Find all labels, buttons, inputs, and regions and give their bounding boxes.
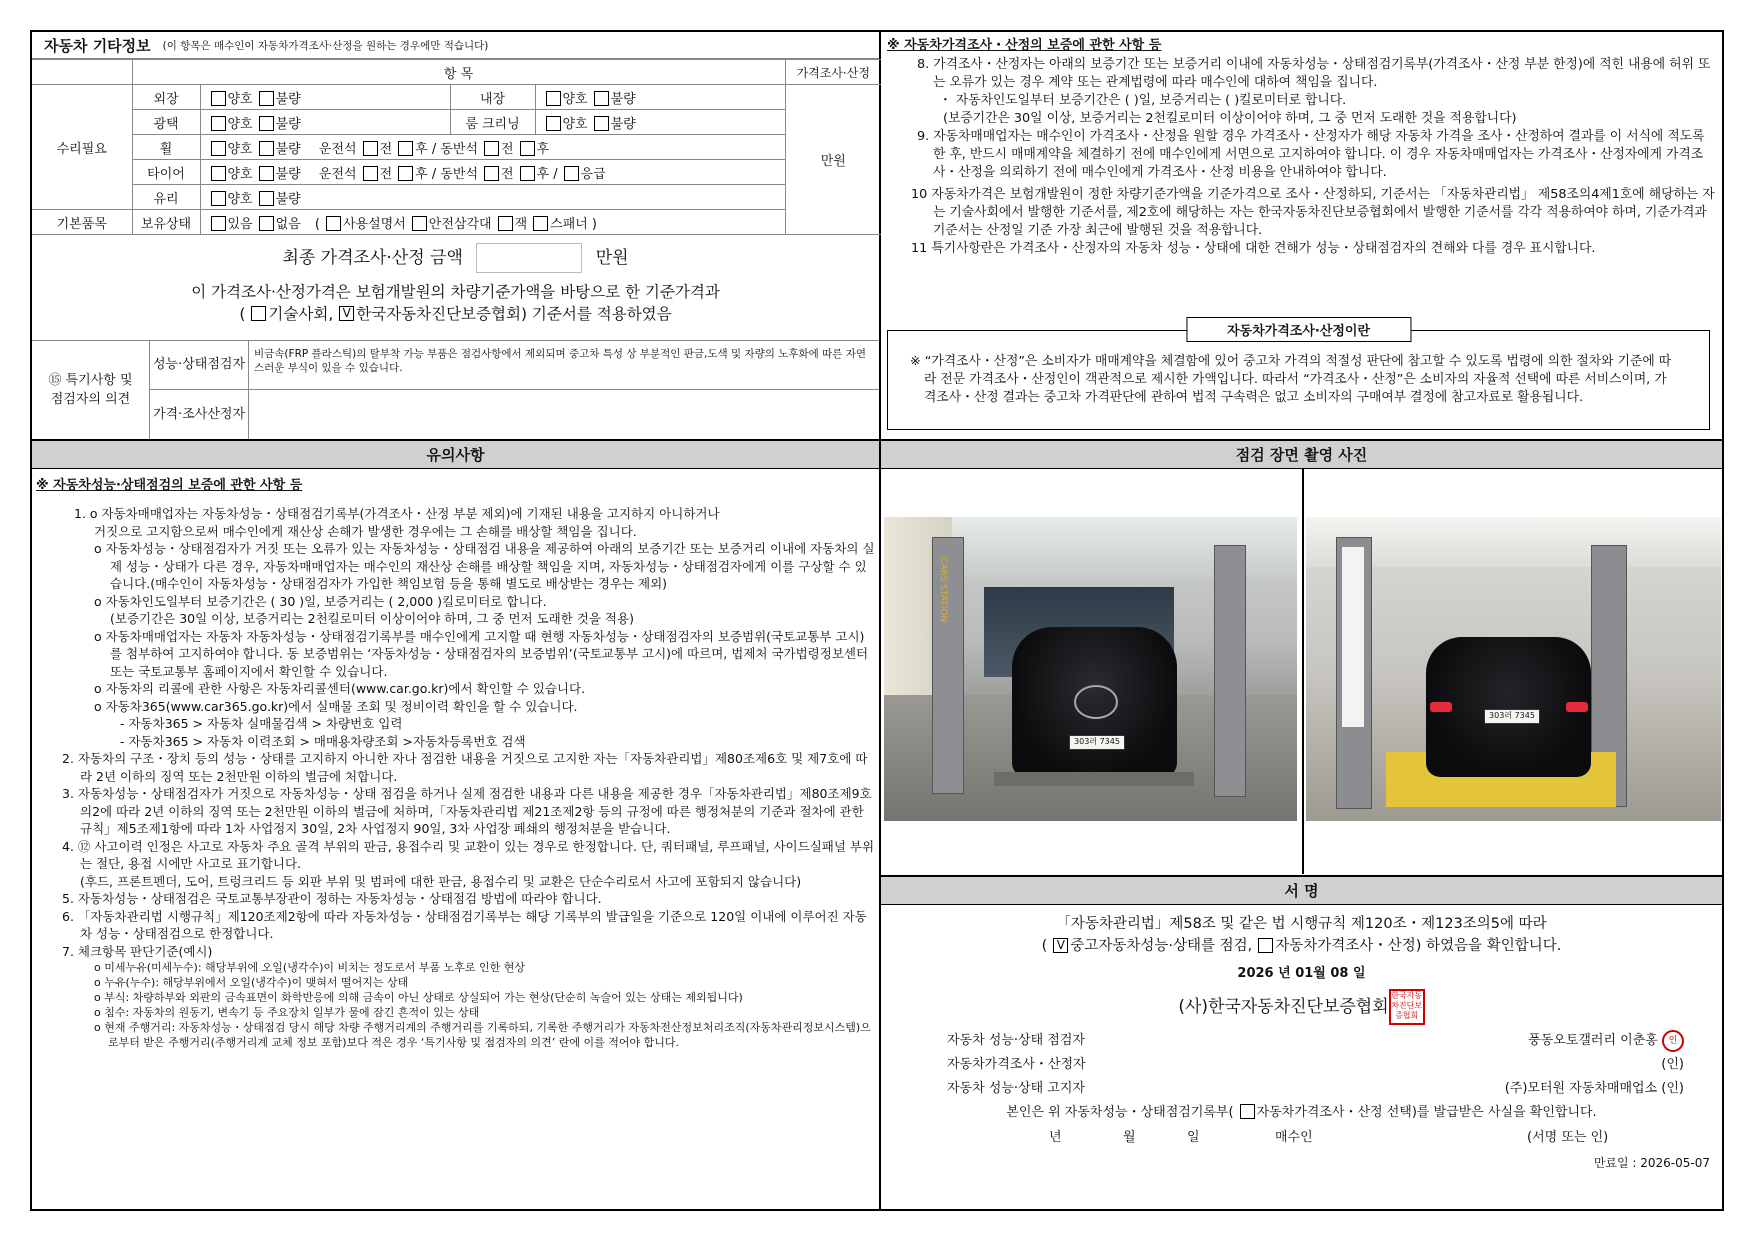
price-item: 10 자동차가격은 보험개발원이 정한 차량기준가액을 기준가격으로 조사・산정하되, 기준서는 「자동차관리법」 제58조의4제1호에 해당하는 자는 기술사회에서 발행한 기준서를, 제2호에 해당하는 자는 한국자동차진단보증협회에서 발행한 기준서를 각각 적용하여야 하며, 기준가격과 기준서는 산정일 기준 가장 최근에 발행된 것을 적용합니다. <box>911 187 1715 238</box>
manual-checkbox[interactable] <box>326 216 341 231</box>
bad-label: 불량 <box>275 141 301 157</box>
price-guarantee-section <box>881 32 1722 439</box>
buyer-day: 일 <box>1187 1130 1200 1145</box>
law-line: 「자동차관리법」제58조 및 같은 법 시행규칙 제120조・제123조의5에 따라 <box>1056 916 1547 932</box>
basis-tech-checkbox[interactable] <box>251 306 266 321</box>
notice-line: o 자동차매매업자는 자동차 자동차성능・상태점검기록부를 매수인에게 고지할 때 현행 자동차성능・상태점검자의 보증범위(국토교통부 고시)를 첨부하여 고지하여야 합니다. 동 보증범위는 ‘자동차성능・상태점검자의 보증범위’(국토교통부 고시)에 따르며, 법제처 국가법령정보센터 또는 국토교통부 홈페이지에서 확인할 수 있습니다. <box>94 628 869 679</box>
wheel-bad-checkbox[interactable] <box>259 141 274 156</box>
room-bad-checkbox[interactable] <box>594 116 609 131</box>
notice-line: 6. 「자동차관리법 시행규칙」제120조제2항에 따라 자동차성능・상태점검기록부는 해당 기록부의 발급일을 기준으로 120일 이내에 이루어진 자동차 성능・상태점검으로 한정합니다. <box>62 908 867 941</box>
basis-open: ( <box>239 305 246 323</box>
buyer-label: 매수인 <box>1275 1130 1313 1145</box>
check-criterion: o 부식: 차량하부와 외판의 금속표면이 화학반응에 의해 금속이 아닌 상태로 상실되어 가는 현상(단순히 녹슬어 있는 상태는 제외됩니다) <box>94 991 743 1004</box>
exterior-bad-checkbox[interactable] <box>259 91 274 106</box>
lift-label: CARS STATION <box>938 557 948 623</box>
notice-line: - 자동차365 > 자동차 이력조회 > 매매용차량조회 >자동차등록번호 검색 <box>120 733 526 749</box>
col-item-header: 항 목 <box>132 60 785 85</box>
basis-line1: 이 가격조사·산정가격은 보험개발원의 차량기준가액을 바탕으로 한 기준가격과 <box>191 283 720 301</box>
tire-bad-checkbox[interactable] <box>259 166 274 181</box>
price-item: ・ 자동차인도일부터 보증기간은 ( )일, 보증거리는 ( )킬로미터로 합니다. <box>939 93 1347 108</box>
hold-none-checkbox[interactable] <box>259 216 274 231</box>
signature-header: 서 명 <box>881 875 1722 905</box>
bad-label: 불량 <box>275 91 301 107</box>
good-label: 양호 <box>227 116 253 132</box>
driver-label: 운전석 <box>318 166 357 182</box>
triangle-checkbox[interactable] <box>412 216 427 231</box>
expiry-date: 만료일 : 2026-05-07 <box>1593 1156 1710 1170</box>
row-room-label: 룸 크리닝 <box>450 110 535 135</box>
photo-header: 점검 장면 촬영 사진 <box>881 439 1722 469</box>
emergency-label: 응급 <box>580 166 606 182</box>
org-seal-stamp: 한국자동차진단보증협회 <box>1389 989 1425 1025</box>
tire-driver-front-checkbox[interactable] <box>363 166 378 181</box>
price-item: 8. 가격조사・산정자는 아래의 보증기간 또는 보증거리 이내에 자동차성능・상태점검기록부(가격조사・산정 부분 한정)에 적힌 내용에 허위 또는 오류가 있는 경우 계약 또는 관계법령에 따라 매수인에 대하여 책임을 집니다. <box>917 57 1711 90</box>
basic-items-label: 기본품목 <box>32 210 132 235</box>
check-criterion: o 현재 주행거리: 자동차성능・상태점검 당시 해당 차량 주행거리계의 주행거리를 기록하되, 기록한 주행거리가 자동차전산정보처리조직(자동차관리정보시스템)으로부터 받은 주행거리(주행거리계 교체 정보 포함)보다 적은 경우 ‘특기사항 및 점검자의 의견’ 란에 이를 적어야 합니다. <box>94 1021 871 1049</box>
section-title: 자동차 기타정보 <box>44 36 151 55</box>
check-criterion: o 미세누유(미세누수): 해당부위에 오일(냉각수)이 비치는 정도로서 부품 노후로 인한 현상 <box>94 961 525 974</box>
tire-pass-rear-checkbox[interactable] <box>520 166 535 181</box>
notice-line: 거짓으로 고지함으로써 매수인에게 재산상 손해가 발생한 경우에는 그 손해를 배상할 책임을 집니다. <box>94 523 637 539</box>
price-unit-cell: 만원 <box>785 85 881 235</box>
sig-row1-value: 풍동오토갤러리 이춘홍 <box>1528 1033 1658 1048</box>
good-label: 양호 <box>562 116 588 132</box>
basis-opt1: 기술사회, <box>268 305 334 323</box>
notice-line: 4. ⑫ 사고이력 인정은 사고로 자동차 주요 골격 부위의 판금, 용접수리 및 교환이 있는 경우로 한정합니다. 단, 쿼터패널, 루프패널, 사이드실패널 부위는 절단, 용접 시에만 사고로 표기합니다. <box>62 838 875 871</box>
check-criterion: o 누유(누수): 해당부위에서 오일(냉각수)이 맺혀서 떨어지는 상태 <box>94 976 409 989</box>
notice-line: (후드, 프론트펜더, 도어, 트렁크리드 등 외판 부위 및 범퍼에 대한 판금, 용접수리 및 교환은 단순수리로서 사고에 포함되지 않습니다) <box>80 873 802 889</box>
interior-bad-checkbox[interactable] <box>594 91 609 106</box>
right-column <box>881 32 1722 1209</box>
rear-license-plate: 303러 7345 <box>1484 709 1540 724</box>
triangle-label: 안전삼각대 <box>428 216 492 232</box>
vehicle-other-info-section <box>32 32 879 439</box>
section-subtitle: (이 항목은 매수인이 자동차가격조사·산정을 원하는 경우에만 적습니다) <box>162 39 489 52</box>
document-frame <box>30 30 1724 1211</box>
sig-row2-label: 자동차가격조사・산정자 <box>947 1057 1086 1072</box>
row-gloss-label: 광택 <box>132 110 200 135</box>
confirm-price-checkbox[interactable] <box>1258 938 1273 953</box>
row-hold-label: 보유상태 <box>132 210 200 235</box>
spanner-label: 스패너 ) <box>550 216 598 232</box>
notice-line: o 자동차인도일부터 보증기간은 ( 30 )일, 보증거리는 ( 2,000 )킬로미터로 합니다. <box>94 593 547 609</box>
passenger-label: / 동반석 <box>431 141 479 157</box>
inspector-label: 성능·상태점검자 <box>150 341 249 390</box>
front-license-plate: 303러 7345 <box>1069 735 1125 750</box>
price-inspector-label: 가격·조사산정자 <box>150 390 249 440</box>
good-label: 양호 <box>227 191 253 207</box>
receipt-text-a: 본인은 위 자동차성능・상태점검기록부( <box>1006 1105 1234 1120</box>
good-label: 양호 <box>562 91 588 107</box>
basis-kads-checkbox[interactable]: V <box>339 306 354 321</box>
notice-line: (보증기간은 30일 이상, 보증거리는 2천킬로미터 이상이어야 하며, 그 중 먼저 도래한 것을 적용) <box>110 611 634 626</box>
notice-line: - 자동차365 > 자동차 실매물검색 > 차량번호 입력 <box>120 716 403 731</box>
front-label: 전 <box>379 141 393 157</box>
confirm-inspection-checkbox[interactable]: V <box>1053 938 1068 953</box>
room-good-checkbox[interactable] <box>546 116 561 131</box>
notice-line: 5. 자동차성능・상태점검은 국토교통부장관이 정하는 자동차성능・상태점검 방법에 따라야 합니다. <box>62 891 602 906</box>
front-label: 전 <box>379 166 393 182</box>
col-price-header: 가격조사·산정 <box>785 60 881 85</box>
notice-section <box>32 439 879 1209</box>
bad-label: 불량 <box>610 116 636 132</box>
price-definition-text: ※ “가격조사・산정”은 소비자가 매매계약을 체결함에 있어 중고차 가격의 적절성 판단에 참고할 수 있도록 법령에 의한 절차와 기준에 따라 전문 가격조사・산정인이 객관적으로 제시한 가액입니다. 따라서 “가격조사・산정”은 소비자의 자율적 선택에 따른 서비스이며, 가격조사・산정 결과는 중고차 가격판단에 관하여 법적 구속력은 없고 소비자의 구매여부 결정에 참고자료로 활용됩니다. <box>910 354 1672 405</box>
special-label-2: 점검자의 의견 <box>50 392 131 407</box>
sig-row1-label: 자동차 성능·상태 점검자 <box>947 1033 1085 1048</box>
tire-emergency-checkbox[interactable] <box>564 166 579 181</box>
bad-label: 불량 <box>275 191 301 207</box>
check-criterion: o 침수: 자동차의 원동기, 변속기 등 주요장치 일부가 물에 잠긴 흔적이 있는 상태 <box>94 1006 480 1019</box>
row-exterior-label: 외장 <box>132 85 200 110</box>
final-price-input[interactable] <box>476 243 582 273</box>
rear-label: 후 <box>536 141 550 157</box>
wheel-driver-rear-checkbox[interactable] <box>398 141 413 156</box>
passenger-label: / 동반석 <box>431 166 479 182</box>
rear-inspection-photo <box>1306 517 1721 821</box>
glass-good-checkbox[interactable] <box>211 191 226 206</box>
driver-label: 운전석 <box>318 141 357 157</box>
rear-label: 후 / <box>536 166 558 182</box>
notice-header: 유의사항 <box>32 439 879 469</box>
receipt-price-checkbox[interactable] <box>1240 1104 1255 1119</box>
wheel-good-checkbox[interactable] <box>211 141 226 156</box>
front-inspection-photo <box>884 517 1297 821</box>
notice-title: ※ 자동차성능·상태점검의 보증에 관한 사항 등 <box>36 478 303 493</box>
notice-line: o 자동차성능・상태점검자가 거짓 또는 오류가 있는 자동차성능・상태점검 내용을 제공하여 아래의 보증기간 또는 보증거리 이내에 자동차의 실제 성능・상태가 다른 경우, 자동차매매업자는 매수인의 재산상 손해를 배상할 책임을 지며, 자동차성능・상태점검자에게 이를 구상할 수 있습니다.(매수인이 자동차성능・상태점검자가 가입한 책임보험 등을 통해 별도로 배상받는 경우는 제외) <box>94 541 875 591</box>
tire-driver-rear-checkbox[interactable] <box>398 166 413 181</box>
buyer-year: 년 <box>1049 1130 1062 1145</box>
left-column <box>32 32 881 1209</box>
price-item: (보증기간은 30일 이상, 보증거리는 2천킬로미터 이상이어야 하며, 그 중 먼저 도래한 것을 적용합니다) <box>943 111 1517 126</box>
front-label: 전 <box>501 166 514 182</box>
notice-line: 3. 자동차성능・상태점검자가 거짓으로 자동차성능・상태 점검을 하거나 실제 점검한 내용과 다른 내용을 제공한 경우「자동차관리법」제80조제9호의2에 따라 2년 이하의 징역 또는 2천만원 이하의 벌금에 처하며,「자동차관리법 제21조제2항 등의 규정에 따른 행정처분의 기준과 절차에 관한 규칙」제5조제1항에 따라 1차 사업정지 30일, 2차 사업정지 90일, 3차 사업장 폐쇄의 행정처분을 받습니다. <box>62 786 872 836</box>
jack-checkbox[interactable] <box>498 216 513 231</box>
buyer-sign-note: (서명 또는 인) <box>1527 1130 1609 1145</box>
photo-section <box>881 439 1722 875</box>
notice-line: 7. 체크항목 판단기준(예시) <box>62 943 213 959</box>
inspector-note: 비금속(FRP 플라스틱)의 탈부착 가능 부품은 점검사항에서 제외되며 중고차 특성 상 부분적인 판금,도색 및 자량의 노후화에 따른 자연스러운 부식이 있을 수 있습니다. <box>254 348 867 374</box>
signature-section <box>881 875 1722 1209</box>
good-label: 양호 <box>227 141 253 157</box>
price-guarantee-title: ※ 자동차가격조사・산정의 보증에 관한 사항 등 <box>887 38 1162 53</box>
tire-pass-front-checkbox[interactable] <box>484 166 499 181</box>
notice-line: 1. o 자동차매매업자는 자동차성능・상태점검기록부(가격조사・산정 부분 제외)에 기재된 내용을 고지하지 아니하거나 <box>74 506 720 521</box>
paren: ( <box>314 216 320 232</box>
price-item: 11 특기사항란은 가격조사・산정자의 자동차 성능・상태에 대한 견해가 성능・상태점검자의 견해와 다를 경우 표시합니다. <box>911 241 1596 256</box>
good-label: 양호 <box>227 91 253 107</box>
price-definition-title: 자동차가격조사·산정이란 <box>1186 317 1411 342</box>
price-item: 9. 자동차매매업자는 매수인이 가격조사・산정을 원할 경우 가격조사・산정자가 해당 자동차 가격을 조사・산정하여 결과를 이 서식에 적도록 한 후, 반드시 매매계약을 체결하기 전에 매수인에게 서면으로 고지하여야 합니다. 이 경우 자동차매매업자는 가격조사・산정자에게 가격조사・산정을 의뢰하기 전에 매수인에게 가격조사・산정 비용을 안내하여야 합니다. <box>917 129 1705 180</box>
row-interior-label: 내장 <box>450 85 535 110</box>
spanner-checkbox[interactable] <box>533 216 548 231</box>
wheel-pass-rear-checkbox[interactable] <box>520 141 535 156</box>
notice-line: o 자동차의 리콜에 관한 사항은 자동차리콜센터(www.car.go.kr)에서 확인할 수 있습니다. <box>94 681 586 696</box>
repair-table <box>32 59 881 235</box>
basis-opt2: 한국자동차진단보증협회) 기준서를 적용하였음 <box>356 305 672 323</box>
good-label: 양호 <box>227 166 253 182</box>
sign-date: 2026 년 01월 08 일 <box>1237 966 1366 981</box>
confirm-opt1: 중고자동차성능·상태를 점검, <box>1070 938 1253 954</box>
confirm-open: ( <box>1041 938 1048 954</box>
final-price-label: 최종 가격조사·산정 금액 <box>282 248 463 268</box>
gloss-bad-checkbox[interactable] <box>259 116 274 131</box>
sig-row3-label: 자동차 성능·상태 고지자 <box>947 1081 1085 1096</box>
sig-row3-value: (주)모터원 자동차매매업소 <box>1504 1081 1658 1096</box>
none-label: 없음 <box>275 216 301 232</box>
buyer-month: 월 <box>1123 1130 1136 1145</box>
notice-line: 2. 자동차의 구조・장치 등의 성능・상태를 고지하지 아니한 자나 점검한 내용을 거짓으로 고지한 자는「자동차관리법」제80조제6호 및 제7호에 따라 2년 이하의 징역 또는 2천만원 이하의 벌금에 처합니다. <box>62 751 868 784</box>
glass-bad-checkbox[interactable] <box>259 191 274 206</box>
price-definition-box <box>887 324 1710 430</box>
sig-row3-seal: (인) <box>1661 1081 1684 1096</box>
special-label-1: ⑮ 특기사항 및 <box>48 373 133 388</box>
bad-label: 불량 <box>610 91 636 107</box>
hold-have-checkbox[interactable] <box>211 216 226 231</box>
rear-label: 후 <box>415 166 428 182</box>
bad-label: 불량 <box>275 166 301 182</box>
receipt-text-b: 자동차가격조사・산정 선택)를 발급받은 사실을 확인합니다. <box>1256 1105 1597 1120</box>
row-wheel-label: 휠 <box>132 135 200 160</box>
have-label: 있음 <box>227 216 253 232</box>
notice-line: o 자동차365(www.car365.go.kr)에서 실매물 조회 및 정비이력 확인을 할 수 있습니다. <box>94 698 578 714</box>
final-price-unit: 만원 <box>595 248 629 268</box>
interior-good-checkbox[interactable] <box>546 91 561 106</box>
jack-label: 잭 <box>514 216 528 232</box>
special-notes-block <box>32 340 879 440</box>
gloss-good-checkbox[interactable] <box>211 116 226 131</box>
sig-row2-value: (인) <box>1661 1057 1684 1072</box>
wheel-driver-front-checkbox[interactable] <box>363 141 378 156</box>
exterior-good-checkbox[interactable] <box>211 91 226 106</box>
manual-label: 사용설명서 <box>342 216 406 232</box>
wheel-pass-front-checkbox[interactable] <box>484 141 499 156</box>
repair-needed-label: 수리필요 <box>32 85 132 210</box>
row-tire-label: 타이어 <box>132 160 200 185</box>
org-name: (사)한국자동차진단보증협회 <box>1178 997 1389 1017</box>
inspector-seal: 인 <box>1662 1030 1684 1052</box>
tire-good-checkbox[interactable] <box>211 166 226 181</box>
front-label: 전 <box>501 141 514 157</box>
confirm-opt2: 자동차가격조사・산정) 하였음을 확인합니다. <box>1275 938 1562 954</box>
row-glass-label: 유리 <box>132 185 200 210</box>
bad-label: 불량 <box>275 116 301 132</box>
rear-label: 후 <box>415 141 428 157</box>
